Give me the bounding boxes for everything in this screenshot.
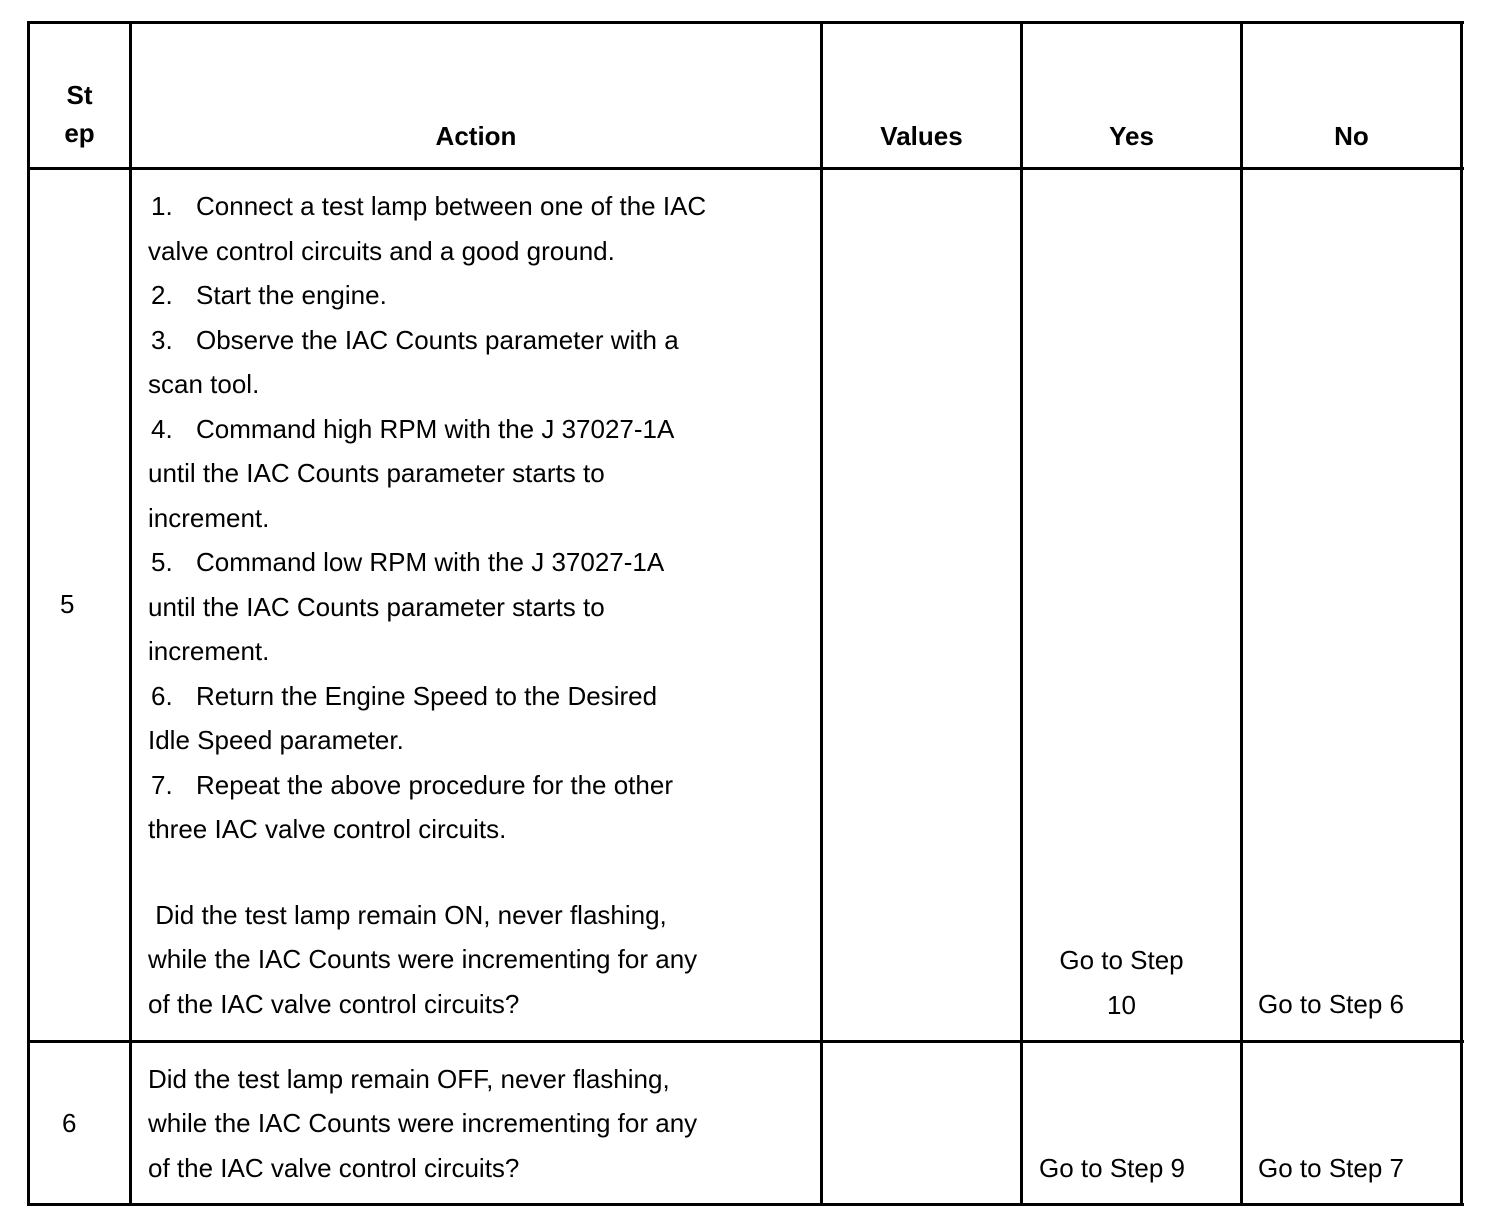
action-item-number: 1.	[151, 191, 173, 221]
action-item-5-cont: until the IAC Counts parameter starts to	[148, 592, 605, 622]
action-item-5	[148, 547, 664, 578]
action-item-text: Repeat the above procedure for the other	[196, 770, 673, 800]
action-item-5-cont: increment.	[148, 636, 270, 666]
row5-bottom-border	[27, 1040, 1464, 1043]
step-column-divider	[129, 21, 132, 1206]
action-item-4-cont: increment.	[148, 503, 270, 533]
row6-step-number: 6	[62, 1108, 77, 1138]
row5-yes-action[interactable]	[1023, 938, 1220, 1027]
header-step	[30, 76, 129, 152]
yes-column-divider	[1240, 21, 1243, 1206]
action-item-number: 4.	[151, 414, 173, 444]
action-column-divider	[820, 21, 823, 1206]
question-line: Did the test lamp remain ON, never flashing,	[148, 900, 667, 930]
row6-yes-action[interactable]: Go to Step 9	[1039, 1153, 1185, 1183]
action-item-1-cont: valve control circuits and a good ground.	[148, 236, 615, 266]
action-item-6-cont: Idle Speed parameter.	[148, 725, 404, 755]
action-item-2	[148, 280, 387, 311]
action-item-4-cont: until the IAC Counts parameter starts to	[148, 458, 605, 488]
action-item-6	[148, 681, 657, 712]
action-item-text: Connect a test lamp between one of the IAC	[196, 191, 707, 221]
header-step-line2: ep	[64, 118, 95, 148]
header-yes: Yes	[1109, 121, 1154, 151]
header-values: Values	[880, 121, 963, 151]
row6-no-action[interactable]: Go to Step 7	[1258, 1153, 1404, 1183]
action-item-text: Start the engine.	[196, 280, 387, 310]
header-action: Action	[435, 121, 517, 151]
question-line: of the IAC valve control circuits?	[148, 1153, 520, 1183]
table-bottom-border	[27, 1203, 1464, 1206]
action-item-text: Command high RPM with the J 37027-1A	[196, 414, 675, 444]
question-line: of the IAC valve control circuits?	[148, 989, 520, 1019]
question-line: while the IAC Counts were incrementing for any	[148, 944, 698, 974]
header-no: No	[1334, 121, 1369, 151]
action-item-text: Command low RPM with the J 37027-1A	[196, 547, 665, 577]
action-item-number: 2.	[151, 280, 173, 310]
action-item-number: 6.	[151, 681, 173, 711]
action-item-text: Observe the IAC Counts parameter with a	[196, 325, 679, 355]
row5-step-number: 5	[60, 589, 75, 619]
action-item-1	[148, 191, 706, 222]
question-line: Did the test lamp remain OFF, never flashing,	[148, 1064, 670, 1094]
row5-no-action[interactable]: Go to Step 6	[1258, 989, 1404, 1019]
action-item-4	[148, 414, 674, 445]
action-item-text: Return the Engine Speed to the Desired	[196, 681, 658, 711]
action-item-7	[148, 770, 673, 801]
row5-yes-line1: Go to Step	[1059, 945, 1184, 975]
action-item-number: 5.	[151, 547, 173, 577]
action-item-7-cont: three IAC valve control circuits.	[148, 814, 507, 844]
action-item-number: 3.	[151, 325, 173, 355]
action-item-3	[148, 325, 679, 356]
row5-yes-line2: 10	[1107, 989, 1136, 1020]
action-item-3-cont: scan tool.	[148, 369, 260, 399]
table-top-border	[27, 21, 1464, 24]
action-item-number: 7.	[151, 770, 173, 800]
header-step-line1: St	[66, 80, 93, 110]
values-column-divider	[1020, 21, 1023, 1206]
table-right-border	[1460, 21, 1463, 1206]
header-bottom-border	[27, 167, 1464, 170]
question-line: while the IAC Counts were incrementing for any	[148, 1108, 698, 1138]
table-left-border	[27, 21, 30, 1206]
